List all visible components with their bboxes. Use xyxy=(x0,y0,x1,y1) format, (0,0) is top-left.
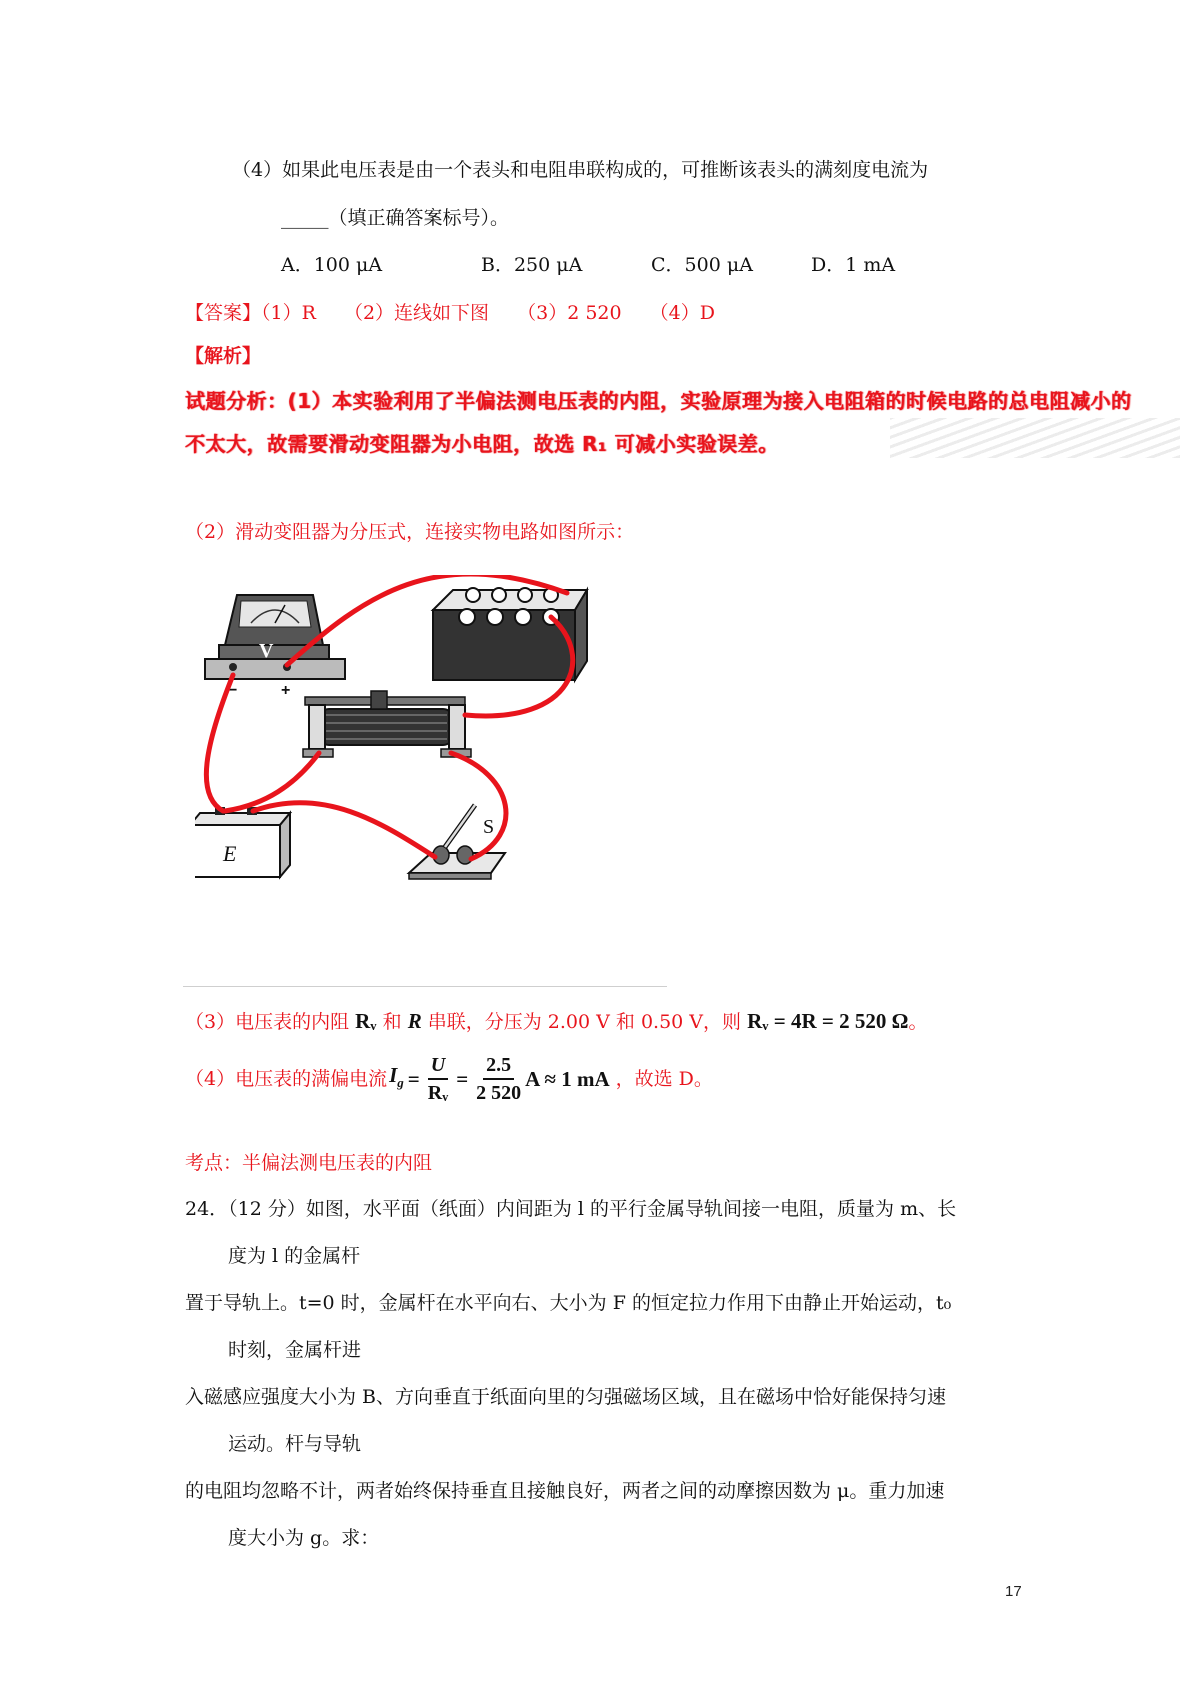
part4-eq1: = xyxy=(407,1067,420,1091)
q24-line-8: 度大小为 g。求： xyxy=(228,1527,380,1549)
voltmeter-minus: − xyxy=(228,682,238,699)
watermark-smudge xyxy=(890,418,1180,458)
part3-equation: Rᵥ = 4R = 2 520 Ω xyxy=(747,1009,909,1033)
answer-tag: 【答案】 xyxy=(185,302,262,324)
q24-line-5: 入磁感应强度大小为 B、方向垂直于纸面向里的匀强磁场区域，且在磁场中恰好能保持匀速 xyxy=(185,1386,947,1408)
q4-options xyxy=(281,252,895,278)
part3-r: R xyxy=(407,1009,422,1033)
analysis-line-2: 不太大，故需要滑动变阻器为小电阻，故选 R₁ 可减小实验误差。 xyxy=(185,432,779,456)
figure-bottom-rule xyxy=(183,986,667,987)
page-number: 17 xyxy=(1005,1583,1022,1600)
part4-text: （4）电压表的满偏电流 xyxy=(185,1068,388,1090)
answer-line xyxy=(185,300,715,326)
switch xyxy=(409,805,505,879)
knowledge-point: 考点：半偏法测电压表的内阻 xyxy=(185,1152,433,1174)
part4-end: ，故选 D。 xyxy=(615,1068,713,1090)
q4-option-b: B．250 μA xyxy=(481,254,583,276)
part3-text: （3）电压表的内阻 xyxy=(185,1011,350,1033)
answer-part-3: （3）2 520 xyxy=(517,302,622,324)
voltmeter-label: V xyxy=(259,640,274,662)
q24-line-3: 置于导轨上。t=0 时，金属杆在水平向右、大小为 F 的恒定拉力作用下由静止开始运动，t₀ xyxy=(185,1292,952,1314)
answer-part-4: （4）D xyxy=(649,302,715,324)
rheostat xyxy=(303,691,471,757)
switch-label: S xyxy=(483,816,495,838)
analysis-part-4 xyxy=(185,1052,713,1106)
part4-eq2: = xyxy=(456,1067,469,1091)
part4-fraction-1: $\frac{U}{\text{Rᵥ}}$ xyxy=(427,1054,449,1104)
circuit-figure xyxy=(195,575,665,987)
q24-line-7: 的电阻均忽略不计，两者始终保持垂直且接触良好，两者之间的动摩擦因数为 μ。重力加速 xyxy=(185,1480,945,1502)
q24-line-4: 时刻，金属杆进 xyxy=(228,1339,362,1361)
part3-mid2: 串联，分压为 2.00 V 和 0.50 V，则 xyxy=(427,1011,742,1033)
q24-line-6: 运动。杆与导轨 xyxy=(228,1433,362,1455)
part3-end: 。 xyxy=(908,1011,928,1033)
analysis-tag: 【解析】 xyxy=(185,345,262,367)
answer-part-2: （2）连线如下图 xyxy=(343,302,490,324)
voltmeter xyxy=(205,595,345,699)
part3-mid1: 和 xyxy=(382,1011,402,1033)
analysis-part-2: （2）滑动变阻器为分压式，连接实物电路如图所示： xyxy=(185,521,635,543)
part4-fraction-2: $\frac{2.5}{2 520}$ xyxy=(476,1054,522,1104)
wire-rheostat-to-switch xyxy=(451,753,506,859)
battery xyxy=(195,807,290,877)
analysis-line-1: 试题分析：(1）本实验利用了半偏法测电压表的内阻，实验原理为接入电阻箱的时候电路的总电阻减小的 xyxy=(185,389,1132,413)
part3-rv: Rᵥ xyxy=(355,1009,377,1033)
q4-blank: _____（填正确答案标号）。 xyxy=(281,207,510,229)
q4-option-c: C．500 μA xyxy=(651,254,753,276)
voltmeter-plus: + xyxy=(281,682,291,699)
q4-option-a: A．100 μA xyxy=(281,254,383,276)
battery-label: E xyxy=(223,841,237,866)
q24-line-2: 度为 l 的金属杆 xyxy=(228,1245,361,1267)
part4-approx: A ≈ 1 mA xyxy=(525,1067,610,1091)
part4-ig: $I_g$ xyxy=(389,1062,404,1091)
q24-line-1: 24．（12 分）如图，水平面（纸面）内间距为 l 的平行金属导轨间接一电阻，质量为 m、长 xyxy=(185,1198,957,1220)
answer-part-1: （1）R xyxy=(261,302,316,324)
q4-prompt: （4）如果此电压表是由一个表头和电阻串联构成的，可推断该表头的满刻度电流为 xyxy=(232,159,929,181)
analysis-part-3 xyxy=(185,1008,927,1035)
q4-option-d: D．1 mA xyxy=(811,254,896,276)
